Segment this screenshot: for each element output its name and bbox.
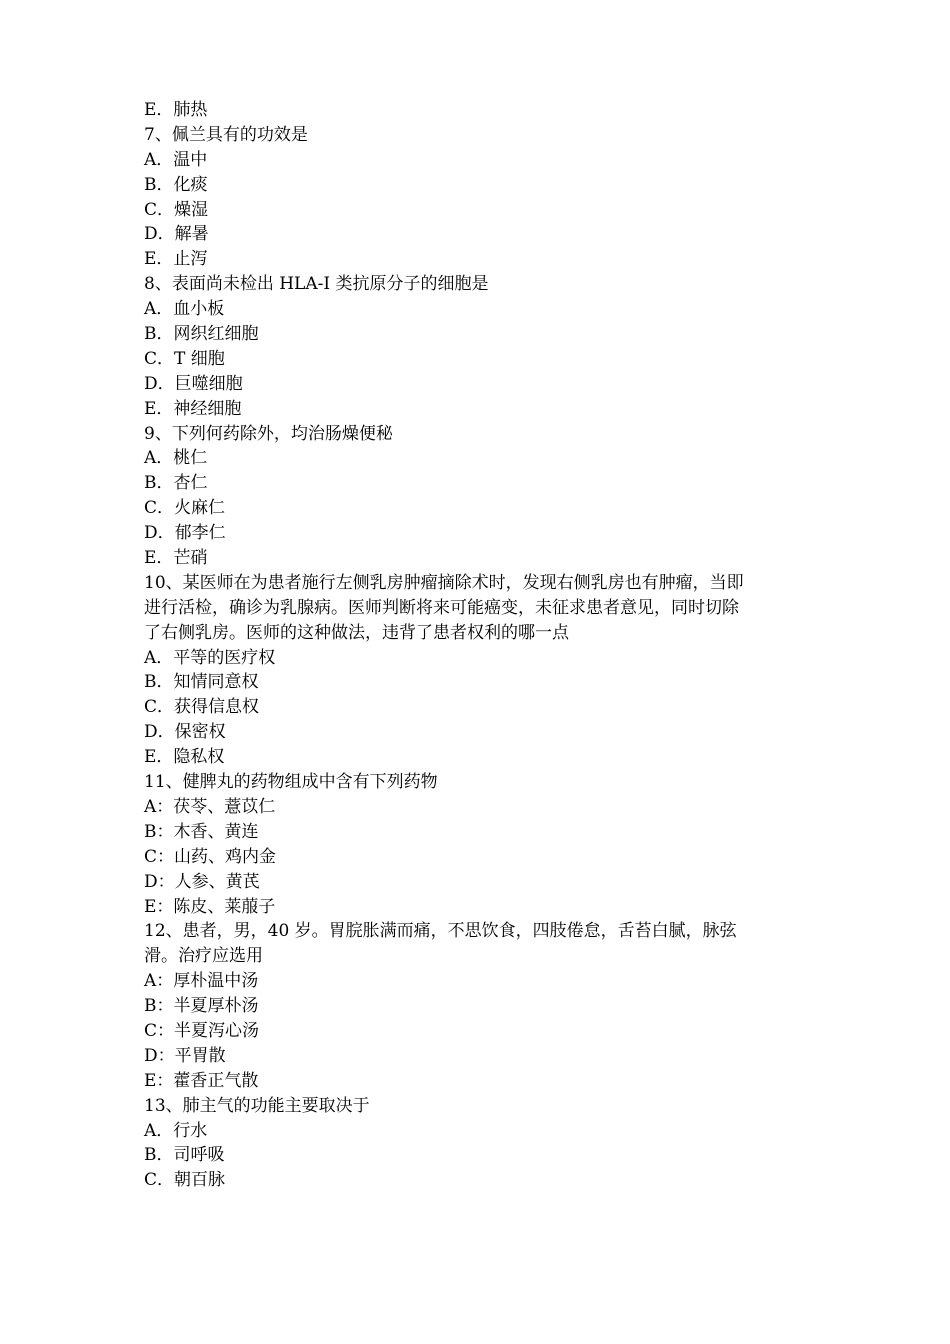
- option-line: B．化痰: [144, 174, 208, 195]
- option-line: E．芒硝: [144, 548, 208, 569]
- option-line: D．解暑: [144, 224, 209, 245]
- question-line: 9、下列何药除外，均治肠燥便秘: [144, 423, 393, 444]
- question-line-continued: 进行活检，确诊为乳腺病。医师判断将来可能癌变，未征求患者意见，同时切除: [144, 597, 739, 618]
- option-line: A：厚朴温中汤: [144, 971, 259, 992]
- question-line-continued: 了右侧乳房。医师的这种做法，违背了患者权利的哪一点: [144, 622, 569, 643]
- option-line: B．杏仁: [144, 473, 208, 494]
- option-line: E．隐私权: [144, 747, 225, 768]
- document-page: [144, 98, 824, 1193]
- option-line: B．知情同意权: [144, 672, 259, 693]
- option-line: D．保密权: [144, 722, 226, 743]
- option-line: D：平胃散: [144, 1045, 226, 1066]
- option-line: B：木香、黄连: [144, 821, 259, 842]
- option-line: A：茯苓、薏苡仁: [144, 796, 276, 817]
- option-line: C．朝百脉: [144, 1170, 226, 1191]
- option-line: E：陈皮、莱菔子: [144, 896, 276, 917]
- question-line: 8、表面尚未检出 HLA-I 类抗原分子的细胞是: [144, 274, 489, 295]
- option-line: A．温中: [144, 149, 208, 170]
- option-line: C．T 细胞: [144, 348, 225, 369]
- option-line: A．桃仁: [144, 448, 208, 469]
- option-line: C：半夏泻心汤: [144, 1020, 260, 1041]
- option-line: B：半夏厚朴汤: [144, 996, 259, 1017]
- question-line: 11、健脾丸的药物组成中含有下列药物: [144, 772, 438, 793]
- question-line: 13、肺主气的功能主要取决于: [144, 1095, 370, 1116]
- option-line: C．火麻仁: [144, 498, 226, 519]
- option-line: D．郁李仁: [144, 523, 226, 544]
- option-line: D．巨噬细胞: [144, 373, 243, 394]
- question-line: 12、患者，男，40 岁。胃脘胀满而痛，不思饮食，四肢倦怠，舌苔白腻，脉弦: [144, 921, 737, 942]
- option-line: C：山药、鸡内金: [144, 846, 277, 867]
- option-line: A．行水: [144, 1120, 208, 1141]
- option-line: A．血小板: [144, 299, 225, 320]
- option-line: C．燥湿: [144, 199, 209, 220]
- option-line: D：人参、黄芪: [144, 871, 260, 892]
- option-line: E：藿香正气散: [144, 1070, 259, 1091]
- question-line: 7、佩兰具有的功效是: [144, 124, 308, 145]
- question-line-continued: 滑。治疗应选用: [144, 946, 263, 967]
- question-line: 10、某医师在为患者施行左侧乳房肿瘤摘除术时，发现右侧乳房也有肿瘤，当即: [144, 572, 744, 593]
- option-line: E．神经细胞: [144, 398, 242, 419]
- option-line: A．平等的医疗权: [144, 647, 276, 668]
- option-line: E．肺热: [144, 100, 208, 120]
- option-line: E．止泻: [144, 249, 208, 270]
- option-line: C．获得信息权: [144, 697, 260, 718]
- option-line: B．司呼吸: [144, 1145, 225, 1166]
- option-line: B．网织红细胞: [144, 324, 259, 345]
